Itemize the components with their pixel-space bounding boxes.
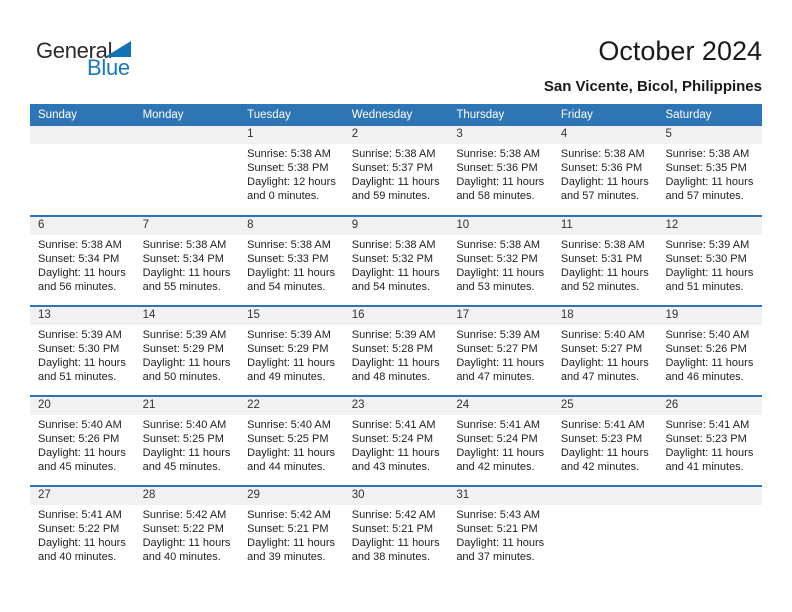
sunset-text: Sunset: 5:24 PM bbox=[351, 433, 434, 445]
sunset-text: Sunset: 5:27 PM bbox=[456, 343, 538, 355]
day-number bbox=[553, 487, 658, 505]
daylight-text: Daylight: 11 hours and 54 minutes. bbox=[247, 267, 336, 293]
day-number: 18 bbox=[553, 307, 658, 325]
logo-text-general: General bbox=[36, 38, 113, 63]
day-number: 10 bbox=[448, 217, 553, 235]
empty-day-cell bbox=[553, 487, 658, 575]
daylight-text: Daylight: 11 hours and 48 minutes. bbox=[351, 357, 440, 383]
day-cell-18 bbox=[553, 307, 658, 395]
day-cell-20 bbox=[30, 397, 135, 485]
day-info bbox=[344, 325, 449, 384]
sunrise-text: Sunrise: 5:38 AM bbox=[247, 239, 331, 251]
day-number: 9 bbox=[344, 217, 449, 235]
daylight-text: Daylight: 11 hours and 42 minutes. bbox=[456, 447, 545, 473]
day-cell-30 bbox=[344, 487, 449, 575]
sunrise-text: Sunrise: 5:38 AM bbox=[456, 148, 541, 160]
day-cell-26 bbox=[657, 397, 762, 485]
week-row-4 bbox=[30, 395, 762, 485]
day-number: 5 bbox=[657, 126, 762, 144]
sunset-text: Sunset: 5:24 PM bbox=[456, 433, 538, 445]
day-number: 3 bbox=[448, 126, 553, 144]
day-info bbox=[239, 144, 344, 203]
sunrise-text: Sunrise: 5:38 AM bbox=[142, 239, 227, 251]
weekday-label-sunday: Sunday bbox=[38, 109, 78, 121]
day-cell-22 bbox=[239, 397, 344, 485]
sunset-text: Sunset: 5:32 PM bbox=[456, 253, 538, 265]
day-number: 4 bbox=[553, 126, 658, 144]
day-info bbox=[344, 144, 449, 203]
sunrise-text: Sunrise: 5:39 AM bbox=[351, 329, 436, 341]
sunrise-text: Sunrise: 5:38 AM bbox=[351, 148, 436, 160]
daylight-text: Daylight: 11 hours and 40 minutes. bbox=[142, 537, 231, 563]
daylight-text: Daylight: 11 hours and 42 minutes. bbox=[560, 447, 649, 473]
sunset-text: Sunset: 5:30 PM bbox=[38, 343, 120, 355]
sunset-text: Sunset: 5:22 PM bbox=[142, 523, 224, 535]
calendar-weeks bbox=[30, 126, 762, 575]
day-number: 27 bbox=[30, 487, 135, 505]
sunset-text: Sunset: 5:30 PM bbox=[665, 253, 747, 265]
weekday-label-thursday: Thursday bbox=[456, 109, 505, 121]
day-cell-3 bbox=[448, 126, 553, 215]
day-number: 7 bbox=[135, 217, 240, 235]
day-info bbox=[239, 235, 344, 294]
day-number: 12 bbox=[657, 217, 762, 235]
sunset-text: Sunset: 5:34 PM bbox=[38, 253, 120, 265]
week-row-3 bbox=[30, 305, 762, 395]
day-number: 28 bbox=[135, 487, 240, 505]
day-cell-27 bbox=[30, 487, 135, 575]
day-cell-17 bbox=[448, 307, 553, 395]
sunrise-text: Sunrise: 5:38 AM bbox=[38, 239, 122, 251]
sunrise-text: Sunrise: 5:42 AM bbox=[351, 509, 436, 521]
day-cell-11 bbox=[553, 217, 658, 305]
day-info bbox=[135, 505, 240, 564]
day-info bbox=[135, 325, 240, 384]
day-cell-19 bbox=[657, 307, 762, 395]
daylight-text: Daylight: 11 hours and 43 minutes. bbox=[351, 447, 440, 473]
day-cell-10 bbox=[448, 217, 553, 305]
sunset-text: Sunset: 5:25 PM bbox=[142, 433, 224, 445]
day-info bbox=[135, 415, 240, 474]
day-cell-6 bbox=[30, 217, 135, 305]
day-number: 13 bbox=[30, 307, 135, 325]
day-number: 1 bbox=[239, 126, 344, 144]
day-cell-31 bbox=[448, 487, 553, 575]
sunrise-text: Sunrise: 5:41 AM bbox=[38, 509, 122, 521]
sunrise-text: Sunrise: 5:40 AM bbox=[142, 419, 227, 431]
day-info bbox=[239, 505, 344, 564]
sunset-text: Sunset: 5:37 PM bbox=[351, 162, 434, 174]
sunset-text: Sunset: 5:23 PM bbox=[560, 433, 643, 445]
day-number: 31 bbox=[448, 487, 553, 505]
sunset-text: Sunset: 5:26 PM bbox=[665, 343, 747, 355]
day-cell-14 bbox=[135, 307, 240, 395]
sunset-text: Sunset: 5:36 PM bbox=[560, 162, 643, 174]
sunrise-text: Sunrise: 5:42 AM bbox=[247, 509, 331, 521]
sunset-text: Sunset: 5:35 PM bbox=[665, 162, 747, 174]
day-cell-4 bbox=[553, 126, 658, 215]
daylight-text: Daylight: 11 hours and 51 minutes. bbox=[38, 357, 126, 383]
calendar bbox=[30, 104, 762, 575]
day-info bbox=[448, 144, 553, 203]
daylight-text: Daylight: 11 hours and 52 minutes. bbox=[560, 267, 649, 293]
day-cell-23 bbox=[344, 397, 449, 485]
page-subtitle: San Vicente, Bicol, Philippines bbox=[543, 78, 762, 95]
day-cell-21 bbox=[135, 397, 240, 485]
page-title: October 2024 bbox=[598, 36, 762, 66]
weekday-label-saturday: Saturday bbox=[665, 109, 712, 121]
day-number: 15 bbox=[239, 307, 344, 325]
day-number: 8 bbox=[239, 217, 344, 235]
day-info bbox=[30, 415, 135, 474]
day-info bbox=[448, 235, 553, 294]
day-info bbox=[30, 235, 135, 294]
sunset-text: Sunset: 5:28 PM bbox=[351, 343, 434, 355]
sunset-text: Sunset: 5:21 PM bbox=[456, 523, 538, 535]
day-info bbox=[657, 415, 762, 474]
sunset-text: Sunset: 5:27 PM bbox=[560, 343, 643, 355]
day-cell-25 bbox=[553, 397, 658, 485]
day-info bbox=[135, 235, 240, 294]
sunrise-text: Sunrise: 5:39 AM bbox=[665, 239, 750, 251]
daylight-text: Daylight: 11 hours and 55 minutes. bbox=[142, 267, 231, 293]
day-cell-13 bbox=[30, 307, 135, 395]
day-cell-15 bbox=[239, 307, 344, 395]
sunset-text: Sunset: 5:33 PM bbox=[247, 253, 329, 265]
daylight-text: Daylight: 11 hours and 47 minutes. bbox=[560, 357, 649, 383]
week-row-5 bbox=[30, 485, 762, 575]
logo-text-blue: Blue bbox=[87, 55, 130, 80]
daylight-text: Daylight: 11 hours and 44 minutes. bbox=[247, 447, 336, 473]
day-info bbox=[344, 235, 449, 294]
sunset-text: Sunset: 5:21 PM bbox=[351, 523, 434, 535]
day-cell-9 bbox=[344, 217, 449, 305]
empty-day-cell bbox=[135, 126, 240, 215]
daylight-text: Daylight: 11 hours and 45 minutes. bbox=[38, 447, 126, 473]
day-info bbox=[448, 415, 553, 474]
sunrise-text: Sunrise: 5:40 AM bbox=[560, 329, 645, 341]
day-number: 22 bbox=[239, 397, 344, 415]
day-cell-8 bbox=[239, 217, 344, 305]
weekday-label-tuesday: Tuesday bbox=[247, 109, 291, 121]
sunset-text: Sunset: 5:29 PM bbox=[247, 343, 329, 355]
sunset-text: Sunset: 5:21 PM bbox=[247, 523, 329, 535]
sunrise-text: Sunrise: 5:38 AM bbox=[247, 148, 331, 160]
day-info bbox=[344, 505, 449, 564]
day-number: 11 bbox=[553, 217, 658, 235]
weekday-header-row bbox=[30, 104, 762, 126]
sunset-text: Sunset: 5:34 PM bbox=[142, 253, 224, 265]
daylight-text: Daylight: 11 hours and 41 minutes. bbox=[665, 447, 754, 473]
sunrise-text: Sunrise: 5:39 AM bbox=[142, 329, 227, 341]
day-info bbox=[553, 235, 658, 294]
day-number: 29 bbox=[239, 487, 344, 505]
day-cell-29 bbox=[239, 487, 344, 575]
day-number: 24 bbox=[448, 397, 553, 415]
daylight-text: Daylight: 11 hours and 53 minutes. bbox=[456, 267, 545, 293]
title-block bbox=[342, 36, 762, 95]
sunrise-text: Sunrise: 5:39 AM bbox=[38, 329, 122, 341]
sunset-text: Sunset: 5:32 PM bbox=[351, 253, 434, 265]
week-row-1 bbox=[30, 126, 762, 215]
sunrise-text: Sunrise: 5:38 AM bbox=[456, 239, 541, 251]
day-info bbox=[553, 325, 658, 384]
day-number: 14 bbox=[135, 307, 240, 325]
day-cell-24 bbox=[448, 397, 553, 485]
daylight-text: Daylight: 11 hours and 51 minutes. bbox=[665, 267, 754, 293]
daylight-text: Daylight: 11 hours and 57 minutes. bbox=[665, 176, 754, 202]
sunset-text: Sunset: 5:38 PM bbox=[247, 162, 329, 174]
daylight-text: Daylight: 11 hours and 59 minutes. bbox=[351, 176, 440, 202]
daylight-text: Daylight: 11 hours and 49 minutes. bbox=[247, 357, 336, 383]
sunrise-text: Sunrise: 5:42 AM bbox=[142, 509, 227, 521]
day-info bbox=[239, 415, 344, 474]
day-info bbox=[657, 235, 762, 294]
day-number: 16 bbox=[344, 307, 449, 325]
day-info bbox=[553, 144, 658, 203]
sunrise-text: Sunrise: 5:38 AM bbox=[665, 148, 750, 160]
sunrise-text: Sunrise: 5:40 AM bbox=[247, 419, 331, 431]
day-info bbox=[448, 505, 553, 564]
day-cell-16 bbox=[344, 307, 449, 395]
day-number: 25 bbox=[553, 397, 658, 415]
sunset-text: Sunset: 5:25 PM bbox=[247, 433, 329, 445]
day-cell-1 bbox=[239, 126, 344, 215]
sunrise-text: Sunrise: 5:39 AM bbox=[456, 329, 541, 341]
sunrise-text: Sunrise: 5:38 AM bbox=[351, 239, 436, 251]
daylight-text: Daylight: 12 hours and 0 minutes. bbox=[247, 176, 336, 202]
page-header bbox=[30, 36, 762, 100]
daylight-text: Daylight: 11 hours and 57 minutes. bbox=[560, 176, 649, 202]
sunrise-text: Sunrise: 5:40 AM bbox=[665, 329, 750, 341]
day-info bbox=[448, 325, 553, 384]
day-cell-12 bbox=[657, 217, 762, 305]
daylight-text: Daylight: 11 hours and 50 minutes. bbox=[142, 357, 231, 383]
day-info bbox=[657, 325, 762, 384]
sunset-text: Sunset: 5:22 PM bbox=[38, 523, 120, 535]
general-blue-logo bbox=[36, 38, 166, 86]
sunrise-text: Sunrise: 5:41 AM bbox=[560, 419, 645, 431]
sunrise-text: Sunrise: 5:43 AM bbox=[456, 509, 541, 521]
sunrise-text: Sunrise: 5:41 AM bbox=[456, 419, 541, 431]
day-cell-2 bbox=[344, 126, 449, 215]
sunrise-text: Sunrise: 5:38 AM bbox=[560, 148, 645, 160]
day-number: 30 bbox=[344, 487, 449, 505]
sunrise-text: Sunrise: 5:41 AM bbox=[351, 419, 436, 431]
weekday-label-monday: Monday bbox=[142, 109, 184, 121]
day-number: 19 bbox=[657, 307, 762, 325]
day-info bbox=[239, 325, 344, 384]
daylight-text: Daylight: 11 hours and 58 minutes. bbox=[456, 176, 545, 202]
weekday-label-friday: Friday bbox=[560, 109, 593, 121]
day-number bbox=[30, 126, 135, 144]
sunrise-text: Sunrise: 5:41 AM bbox=[665, 419, 750, 431]
day-number bbox=[135, 126, 240, 144]
sunset-text: Sunset: 5:36 PM bbox=[456, 162, 538, 174]
empty-day-cell bbox=[657, 487, 762, 575]
day-number: 2 bbox=[344, 126, 449, 144]
daylight-text: Daylight: 11 hours and 47 minutes. bbox=[456, 357, 545, 383]
day-cell-5 bbox=[657, 126, 762, 215]
day-info bbox=[657, 144, 762, 203]
sunset-text: Sunset: 5:26 PM bbox=[38, 433, 120, 445]
weekday-label-wednesday: Wednesday bbox=[351, 109, 413, 121]
day-number: 20 bbox=[30, 397, 135, 415]
daylight-text: Daylight: 11 hours and 54 minutes. bbox=[351, 267, 440, 293]
day-info bbox=[344, 415, 449, 474]
day-number bbox=[657, 487, 762, 505]
day-number: 6 bbox=[30, 217, 135, 235]
week-row-2 bbox=[30, 215, 762, 305]
daylight-text: Daylight: 11 hours and 40 minutes. bbox=[38, 537, 126, 563]
sunset-text: Sunset: 5:23 PM bbox=[665, 433, 747, 445]
daylight-text: Daylight: 11 hours and 38 minutes. bbox=[351, 537, 440, 563]
daylight-text: Daylight: 11 hours and 39 minutes. bbox=[247, 537, 336, 563]
day-number: 21 bbox=[135, 397, 240, 415]
daylight-text: Daylight: 11 hours and 37 minutes. bbox=[456, 537, 545, 563]
daylight-text: Daylight: 11 hours and 46 minutes. bbox=[665, 357, 754, 383]
daylight-text: Daylight: 11 hours and 45 minutes. bbox=[142, 447, 231, 473]
sunset-text: Sunset: 5:29 PM bbox=[142, 343, 224, 355]
day-cell-28 bbox=[135, 487, 240, 575]
sunrise-text: Sunrise: 5:38 AM bbox=[560, 239, 645, 251]
daylight-text: Daylight: 11 hours and 56 minutes. bbox=[38, 267, 126, 293]
sunrise-text: Sunrise: 5:40 AM bbox=[38, 419, 122, 431]
day-info bbox=[30, 325, 135, 384]
day-info bbox=[553, 415, 658, 474]
sunset-text: Sunset: 5:31 PM bbox=[560, 253, 643, 265]
day-info bbox=[30, 505, 135, 564]
day-number: 26 bbox=[657, 397, 762, 415]
day-number: 23 bbox=[344, 397, 449, 415]
day-number: 17 bbox=[448, 307, 553, 325]
empty-day-cell bbox=[30, 126, 135, 215]
sunrise-text: Sunrise: 5:39 AM bbox=[247, 329, 331, 341]
day-cell-7 bbox=[135, 217, 240, 305]
